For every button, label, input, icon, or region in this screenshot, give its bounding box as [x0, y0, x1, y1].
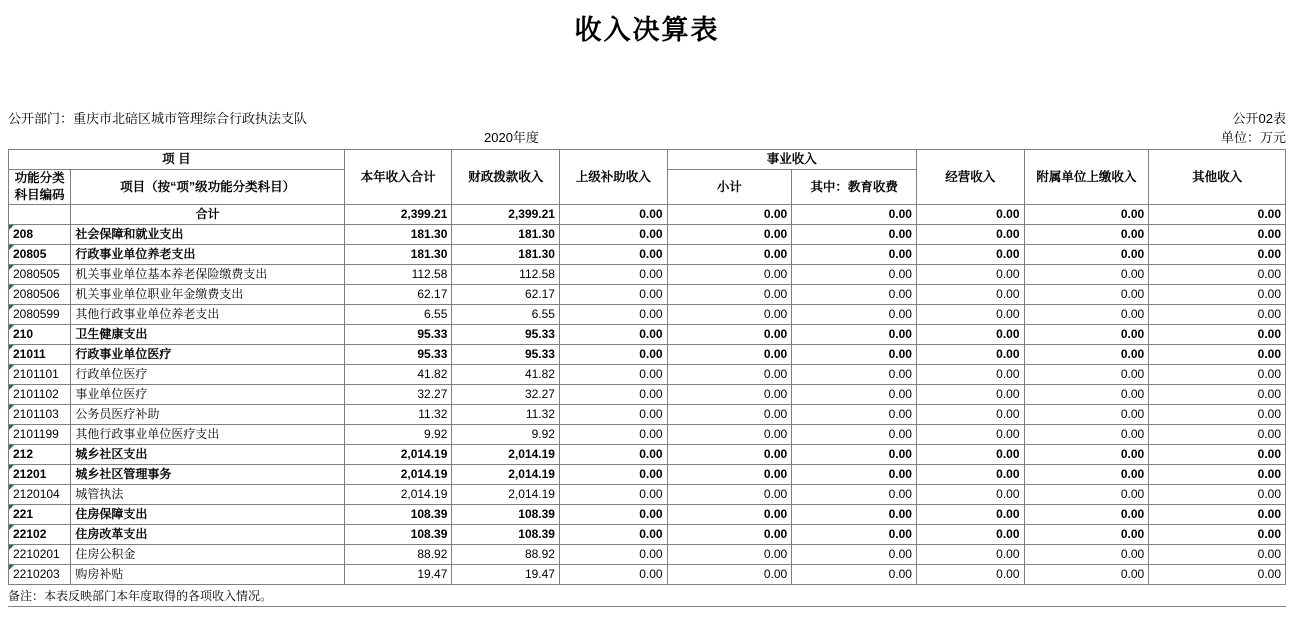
cell-superior-subsidy: 0.00	[559, 305, 667, 325]
bottom-divider	[8, 606, 1286, 607]
cell-total-income: 108.39	[344, 505, 452, 525]
cell-operating-income: 0.00	[916, 265, 1024, 285]
cell-subordinate-remittance: 0.00	[1024, 305, 1149, 325]
header-item-group: 项 目	[9, 150, 345, 170]
row-name: 城管执法	[71, 485, 345, 505]
cell-other-income: 0.00	[1149, 445, 1286, 465]
cell-education-fee: 0.00	[792, 565, 917, 585]
cell-other-income: 0.00	[1149, 525, 1286, 545]
cell-business-subtotal: 0.00	[667, 305, 792, 325]
cell-total-income: 95.33	[344, 345, 452, 365]
row-name: 其他行政事业单位医疗支出	[71, 425, 345, 445]
row-code: 2101102	[9, 385, 71, 405]
cell-operating-income: 0.00	[916, 505, 1024, 525]
cell-operating-income: 0.00	[916, 245, 1024, 265]
row-name: 城乡社区管理事务	[71, 465, 345, 485]
table-row	[9, 425, 1286, 445]
cell-total-income: 6.55	[344, 305, 452, 325]
cell-superior-subsidy: 0.00	[559, 265, 667, 285]
cell-subordinate-remittance: 0.00	[1024, 425, 1149, 445]
row-name: 机关事业单位基本养老保险缴费支出	[71, 265, 345, 285]
cell-operating-income: 0.00	[916, 225, 1024, 245]
cell-education-fee: 0.00	[792, 485, 917, 505]
cell-business-subtotal: 0.00	[667, 245, 792, 265]
cell-subordinate-remittance: 0.00	[1024, 445, 1149, 465]
row-name: 住房改革支出	[71, 525, 345, 545]
table-row	[9, 305, 1286, 325]
cell-other-income: 0.00	[1149, 325, 1286, 345]
table-row	[9, 505, 1286, 525]
row-name: 合计	[71, 205, 345, 225]
cell-business-subtotal: 0.00	[667, 365, 792, 385]
cell-business-subtotal: 0.00	[667, 485, 792, 505]
department-label: 公开部门：重庆市北碚区城市管理综合行政执法支队	[8, 111, 308, 126]
cell-subordinate-remittance: 0.00	[1024, 245, 1149, 265]
cell-superior-subsidy: 0.00	[559, 345, 667, 365]
table-row	[9, 225, 1286, 245]
cell-business-subtotal: 0.00	[667, 205, 792, 225]
cell-education-fee: 0.00	[792, 205, 917, 225]
cell-education-fee: 0.00	[792, 265, 917, 285]
cell-superior-subsidy: 0.00	[559, 445, 667, 465]
cell-other-income: 0.00	[1149, 305, 1286, 325]
header-col-code-line2: 科目编码	[14, 188, 65, 202]
cell-fiscal-appropriation: 108.39	[452, 505, 560, 525]
cell-fiscal-appropriation: 108.39	[452, 525, 560, 545]
row-name: 购房补贴	[71, 565, 345, 585]
cell-business-subtotal: 0.00	[667, 505, 792, 525]
cell-subordinate-remittance: 0.00	[1024, 345, 1149, 365]
row-name: 行政单位医疗	[71, 365, 345, 385]
cell-total-income: 62.17	[344, 285, 452, 305]
row-name: 机关事业单位职业年金缴费支出	[71, 285, 345, 305]
fiscal-year: 2020年度	[484, 130, 539, 145]
cell-operating-income: 0.00	[916, 425, 1024, 445]
row-code: 208	[9, 225, 71, 245]
unit-label: 单位：万元	[1220, 130, 1286, 145]
header-col-operating-income: 经营收入	[916, 150, 1024, 205]
cell-operating-income: 0.00	[916, 365, 1024, 385]
cell-operating-income: 0.00	[916, 465, 1024, 485]
cell-education-fee: 0.00	[792, 325, 917, 345]
header-col-other-income: 其他收入	[1149, 150, 1286, 205]
cell-business-subtotal: 0.00	[667, 405, 792, 425]
cell-other-income: 0.00	[1149, 485, 1286, 505]
header-col-code	[9, 170, 71, 205]
cell-other-income: 0.00	[1149, 505, 1286, 525]
row-code: 2080505	[9, 265, 71, 285]
table-row	[9, 545, 1286, 565]
table-row	[9, 525, 1286, 545]
row-name: 城乡社区支出	[71, 445, 345, 465]
cell-subordinate-remittance: 0.00	[1024, 365, 1149, 385]
cell-subordinate-remittance: 0.00	[1024, 405, 1149, 425]
table-row	[9, 405, 1286, 425]
cell-superior-subsidy: 0.00	[559, 565, 667, 585]
cell-fiscal-appropriation: 95.33	[452, 345, 560, 365]
table-row	[9, 245, 1286, 265]
row-code: 2101199	[9, 425, 71, 445]
row-name: 公务员医疗补助	[71, 405, 345, 425]
cell-operating-income: 0.00	[916, 485, 1024, 505]
cell-total-income: 2,014.19	[344, 445, 452, 465]
row-code: 22102	[9, 525, 71, 545]
cell-superior-subsidy: 0.00	[559, 285, 667, 305]
cell-subordinate-remittance: 0.00	[1024, 505, 1149, 525]
cell-business-subtotal: 0.00	[667, 225, 792, 245]
cell-education-fee: 0.00	[792, 365, 917, 385]
cell-total-income: 9.92	[344, 425, 452, 445]
cell-total-income: 181.30	[344, 245, 452, 265]
cell-operating-income: 0.00	[916, 525, 1024, 545]
header-col-subordinate-remittance: 附属单位上缴收入	[1024, 150, 1149, 205]
cell-education-fee: 0.00	[792, 245, 917, 265]
row-code: 21201	[9, 465, 71, 485]
cell-operating-income: 0.00	[916, 545, 1024, 565]
cell-fiscal-appropriation: 19.47	[452, 565, 560, 585]
row-code: 21011	[9, 345, 71, 365]
cell-business-subtotal: 0.00	[667, 465, 792, 485]
cell-subordinate-remittance: 0.00	[1024, 285, 1149, 305]
cell-business-subtotal: 0.00	[667, 345, 792, 365]
header-col-business-subtotal: 小计	[667, 170, 792, 205]
header-col-code-line1: 功能分类	[14, 171, 65, 185]
cell-operating-income: 0.00	[916, 445, 1024, 465]
row-name: 住房保障支出	[71, 505, 345, 525]
cell-total-income: 112.58	[344, 265, 452, 285]
cell-total-income: 19.47	[344, 565, 452, 585]
table-row	[9, 465, 1286, 485]
cell-business-subtotal: 0.00	[667, 265, 792, 285]
cell-superior-subsidy: 0.00	[559, 465, 667, 485]
table-row	[9, 485, 1286, 505]
row-code: 20805	[9, 245, 71, 265]
cell-fiscal-appropriation: 62.17	[452, 285, 560, 305]
cell-other-income: 0.00	[1149, 465, 1286, 485]
cell-fiscal-appropriation: 181.30	[452, 225, 560, 245]
cell-operating-income: 0.00	[916, 385, 1024, 405]
row-name: 行政事业单位医疗	[71, 345, 345, 365]
header-row-1	[9, 150, 1286, 170]
form-meta	[1221, 109, 1286, 147]
cell-total-income: 2,014.19	[344, 465, 452, 485]
row-code: 2210203	[9, 565, 71, 585]
header-col-fiscal-appropriation: 财政拨款收入	[452, 150, 560, 205]
cell-fiscal-appropriation: 95.33	[452, 325, 560, 345]
cell-superior-subsidy: 0.00	[559, 205, 667, 225]
cell-other-income: 0.00	[1149, 405, 1286, 425]
cell-fiscal-appropriation: 41.82	[452, 365, 560, 385]
row-name: 行政事业单位养老支出	[71, 245, 345, 265]
cell-subordinate-remittance: 0.00	[1024, 225, 1149, 245]
cell-superior-subsidy: 0.00	[559, 245, 667, 265]
cell-fiscal-appropriation: 88.92	[452, 545, 560, 565]
table-row	[9, 265, 1286, 285]
cell-other-income: 0.00	[1149, 345, 1286, 365]
cell-superior-subsidy: 0.00	[559, 485, 667, 505]
table-row	[9, 345, 1286, 365]
cell-fiscal-appropriation: 2,014.19	[452, 445, 560, 465]
cell-total-income: 181.30	[344, 225, 452, 245]
row-code: 2120104	[9, 485, 71, 505]
cell-subordinate-remittance: 0.00	[1024, 385, 1149, 405]
cell-total-income: 11.32	[344, 405, 452, 425]
cell-other-income: 0.00	[1149, 565, 1286, 585]
cell-education-fee: 0.00	[792, 425, 917, 445]
cell-subordinate-remittance: 0.00	[1024, 265, 1149, 285]
cell-operating-income: 0.00	[916, 285, 1024, 305]
cell-other-income: 0.00	[1149, 285, 1286, 305]
cell-education-fee: 0.00	[792, 445, 917, 465]
row-code	[9, 205, 71, 225]
table-body	[9, 205, 1286, 585]
cell-total-income: 88.92	[344, 545, 452, 565]
cell-fiscal-appropriation: 2,399.21	[452, 205, 560, 225]
cell-other-income: 0.00	[1149, 385, 1286, 405]
cell-fiscal-appropriation: 32.27	[452, 385, 560, 405]
cell-total-income: 41.82	[344, 365, 452, 385]
header-col-education-fee: 其中：教育收费	[792, 170, 917, 205]
row-code: 212	[9, 445, 71, 465]
table-row	[9, 565, 1286, 585]
cell-education-fee: 0.00	[792, 305, 917, 325]
cell-education-fee: 0.00	[792, 465, 917, 485]
row-code: 2080599	[9, 305, 71, 325]
cell-business-subtotal: 0.00	[667, 525, 792, 545]
cell-total-income: 2,014.19	[344, 485, 452, 505]
cell-operating-income: 0.00	[916, 565, 1024, 585]
cell-other-income: 0.00	[1149, 545, 1286, 565]
cell-other-income: 0.00	[1149, 425, 1286, 445]
cell-education-fee: 0.00	[792, 345, 917, 365]
row-name: 住房公积金	[71, 545, 345, 565]
cell-total-income: 2,399.21	[344, 205, 452, 225]
cell-fiscal-appropriation: 6.55	[452, 305, 560, 325]
cell-operating-income: 0.00	[916, 345, 1024, 365]
header-col-total-income: 本年收入合计	[344, 150, 452, 205]
cell-other-income: 0.00	[1149, 225, 1286, 245]
row-code: 2080506	[9, 285, 71, 305]
cell-total-income: 108.39	[344, 525, 452, 545]
row-name: 事业单位医疗	[71, 385, 345, 405]
table-header	[9, 150, 1286, 205]
table-row	[9, 365, 1286, 385]
cell-operating-income: 0.00	[916, 405, 1024, 425]
cell-subordinate-remittance: 0.00	[1024, 545, 1149, 565]
cell-subordinate-remittance: 0.00	[1024, 485, 1149, 505]
cell-superior-subsidy: 0.00	[559, 425, 667, 445]
cell-total-income: 95.33	[344, 325, 452, 345]
cell-superior-subsidy: 0.00	[559, 525, 667, 545]
cell-operating-income: 0.00	[916, 205, 1024, 225]
table-row	[9, 325, 1286, 345]
document-meta	[0, 109, 1294, 149]
cell-fiscal-appropriation: 181.30	[452, 245, 560, 265]
cell-fiscal-appropriation: 11.32	[452, 405, 560, 425]
table-row	[9, 445, 1286, 465]
row-code: 221	[9, 505, 71, 525]
cell-superior-subsidy: 0.00	[559, 545, 667, 565]
row-name: 社会保障和就业支出	[71, 225, 345, 245]
income-final-accounts-table	[8, 149, 1286, 585]
cell-education-fee: 0.00	[792, 545, 917, 565]
cell-education-fee: 0.00	[792, 525, 917, 545]
cell-business-subtotal: 0.00	[667, 285, 792, 305]
header-col-name: 项目（按“项”级功能分类科目）	[71, 170, 345, 205]
row-code: 210	[9, 325, 71, 345]
document-page	[0, 8, 1294, 643]
cell-superior-subsidy: 0.00	[559, 225, 667, 245]
cell-other-income: 0.00	[1149, 245, 1286, 265]
cell-subordinate-remittance: 0.00	[1024, 565, 1149, 585]
cell-fiscal-appropriation: 2,014.19	[452, 485, 560, 505]
cell-business-subtotal: 0.00	[667, 385, 792, 405]
cell-fiscal-appropriation: 2,014.19	[452, 465, 560, 485]
cell-other-income: 0.00	[1149, 265, 1286, 285]
cell-subordinate-remittance: 0.00	[1024, 205, 1149, 225]
cell-superior-subsidy: 0.00	[559, 405, 667, 425]
cell-fiscal-appropriation: 112.58	[452, 265, 560, 285]
row-code: 2101101	[9, 365, 71, 385]
row-name: 卫生健康支出	[71, 325, 345, 345]
row-code: 2210201	[9, 545, 71, 565]
cell-other-income: 0.00	[1149, 365, 1286, 385]
cell-business-subtotal: 0.00	[667, 545, 792, 565]
page-title: 收入决算表	[574, 15, 720, 45]
cell-superior-subsidy: 0.00	[559, 505, 667, 525]
cell-fiscal-appropriation: 9.92	[452, 425, 560, 445]
table-row	[9, 285, 1286, 305]
cell-education-fee: 0.00	[792, 225, 917, 245]
table-row	[9, 385, 1286, 405]
cell-operating-income: 0.00	[916, 305, 1024, 325]
cell-education-fee: 0.00	[792, 285, 917, 305]
cell-education-fee: 0.00	[792, 385, 917, 405]
cell-business-subtotal: 0.00	[667, 425, 792, 445]
cell-subordinate-remittance: 0.00	[1024, 325, 1149, 345]
row-code: 2101103	[9, 405, 71, 425]
cell-superior-subsidy: 0.00	[559, 325, 667, 345]
cell-business-subtotal: 0.00	[667, 325, 792, 345]
header-col-business-income: 事业收入	[667, 150, 916, 170]
cell-superior-subsidy: 0.00	[559, 385, 667, 405]
form-number: 公开02表	[1232, 111, 1286, 126]
cell-education-fee: 0.00	[792, 405, 917, 425]
cell-business-subtotal: 0.00	[667, 565, 792, 585]
header-col-superior-subsidy: 上级补助收入	[559, 150, 667, 205]
cell-total-income: 32.27	[344, 385, 452, 405]
cell-subordinate-remittance: 0.00	[1024, 525, 1149, 545]
cell-operating-income: 0.00	[916, 325, 1024, 345]
cell-subordinate-remittance: 0.00	[1024, 465, 1149, 485]
department-line	[8, 109, 307, 128]
table-row	[9, 205, 1286, 225]
cell-other-income: 0.00	[1149, 205, 1286, 225]
row-name: 其他行政事业单位养老支出	[71, 305, 345, 325]
cell-superior-subsidy: 0.00	[559, 365, 667, 385]
table-footnote: 备注：本表反映部门本年度取得的各项收入情况。	[8, 589, 273, 603]
cell-business-subtotal: 0.00	[667, 445, 792, 465]
cell-education-fee: 0.00	[792, 505, 917, 525]
